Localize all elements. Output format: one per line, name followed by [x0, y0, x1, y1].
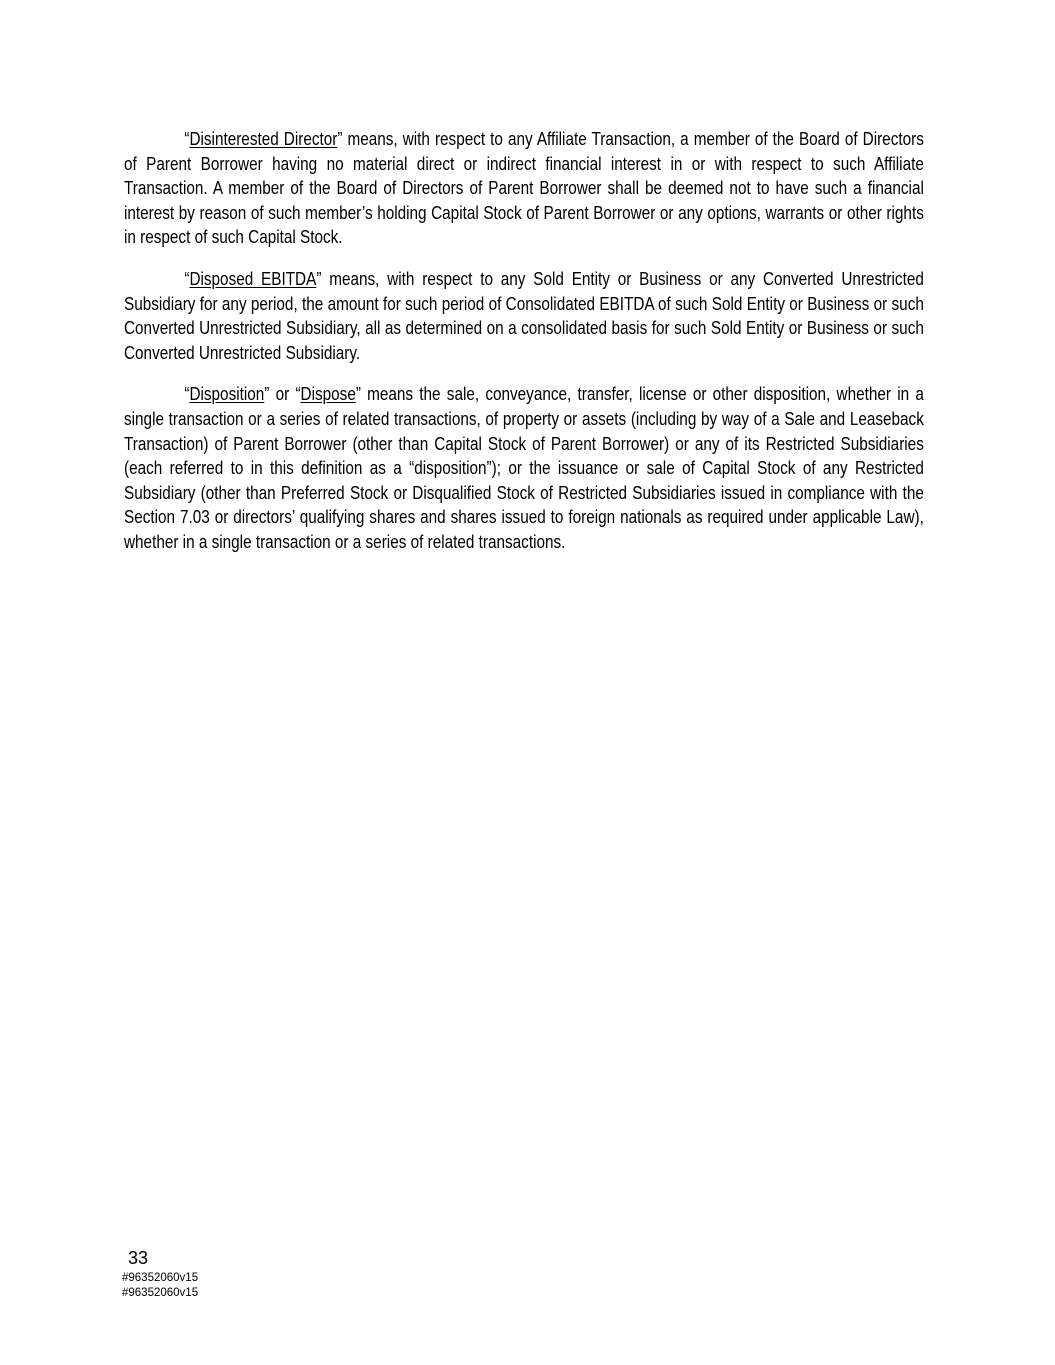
paragraph — [124, 127, 924, 250]
defined-term: Disinterested Director — [189, 129, 338, 149]
paragraph-text: ” means, with respect to any Sold Entity or Business or any Converted Unrestricted Subsidiary for any period, the amount for such period of Consolidated EBITDA of such Sold Entity or Business or such Converted Unrestricted Subsidiary, all as determined on a consolidated basis for such Sold Entity or Business or such Converted Unrestricted Subsidiary. — [124, 268, 924, 363]
defined-term: Disposed EBITDA — [189, 268, 317, 289]
paragraph-text: ” or “ — [264, 384, 301, 405]
paragraph-text: “ — [184, 129, 190, 149]
paragraph-text: ” means the sale, conveyance, transfer, license or other disposition, whether in a single transaction or a series of related transactions, of property or assets (including by way of a Sale and Leaseback Transaction) of Parent Borrower (other than Capital Stock of Parent Borrower) or any of its Restricted Subsidiaries (each referred to in this definition as a “disposition”); or the issuance or sale of Capital Stock of any Restricted Subsidiary (other than Preferred Stock or Disqualified Stock of Restricted Subsidiaries issued in compliance with the Section 7.03 or directors’ qualifying shares and shares issued to foreign nationals as required under applicable Law), whether in a single transaction or a series of related transactions. — [124, 384, 924, 552]
document-id: #96352060v15 — [122, 1272, 199, 1284]
paragraph-text: “ — [184, 384, 190, 405]
document-body — [124, 127, 924, 572]
document-id: #96352060v15 — [122, 1287, 199, 1299]
defined-term: Dispose — [300, 384, 356, 405]
paragraph-text: “ — [184, 268, 190, 289]
paragraph — [124, 267, 924, 365]
paragraph-text: ” means, with respect to any Affiliate Transaction, a member of the Board of Directors of Parent Borrower having no material direct or indirect financial interest in or with respect to such Affiliate Transaction. A member of the Board of Directors of Parent Borrower shall be deemed not to have such a financial interest by reason of such member’s holding Capital Stock of Parent Borrower or any options, warrants or other rights in respect of such Capital Stock. — [124, 129, 924, 248]
paragraph — [124, 382, 924, 554]
defined-term: Disposition — [189, 384, 265, 405]
page-number: 33 — [128, 1248, 149, 1268]
document-id-lines — [122, 1271, 198, 1301]
